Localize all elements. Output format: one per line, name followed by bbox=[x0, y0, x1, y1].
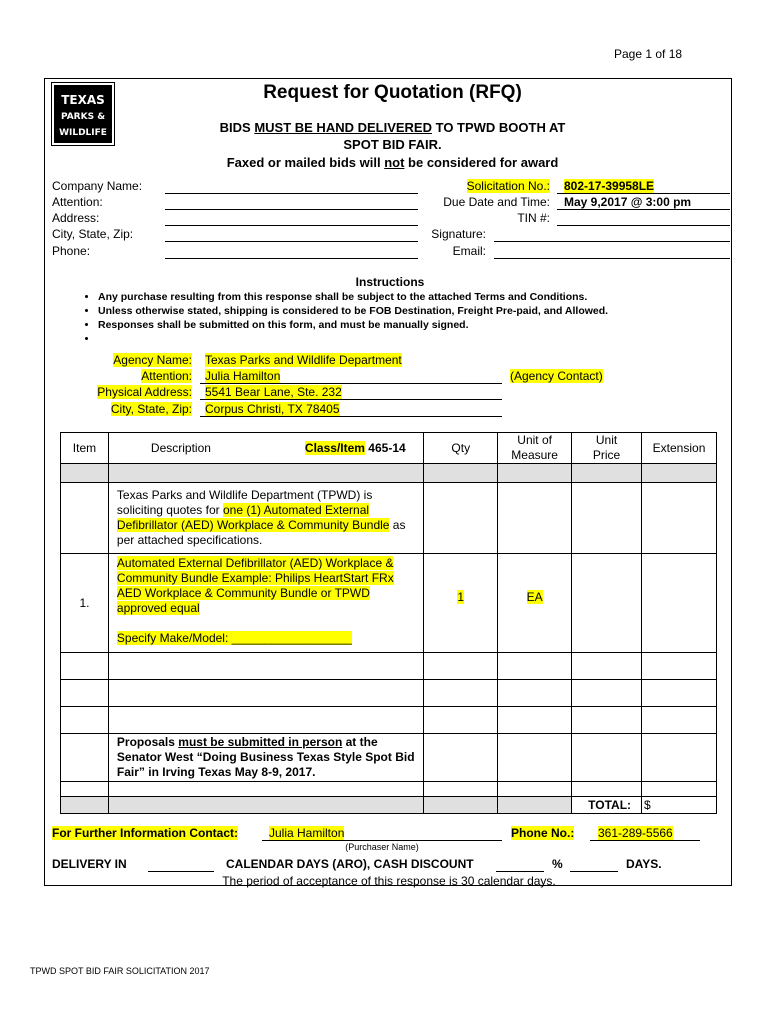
item-unit-price-cell[interactable] bbox=[572, 554, 642, 653]
discount-days-field[interactable] bbox=[570, 871, 618, 872]
attention-field[interactable] bbox=[165, 209, 418, 210]
total-value[interactable]: $ bbox=[642, 797, 717, 814]
physical-address-line bbox=[200, 399, 502, 400]
email-label: Email: bbox=[452, 244, 486, 258]
page-title: Request for Quotation (RFQ) bbox=[263, 82, 522, 103]
discount-percent-field[interactable] bbox=[496, 871, 544, 872]
table-shaded-row bbox=[61, 464, 717, 483]
table-row bbox=[61, 680, 717, 707]
agency-attention-line bbox=[200, 383, 502, 384]
physical-address-label: Physical Address: bbox=[97, 385, 192, 399]
header-line-2: SPOT BID FAIR. bbox=[343, 137, 442, 152]
table-row bbox=[61, 707, 717, 734]
agency-attention-value: Julia Hamilton bbox=[205, 369, 281, 383]
item-unit: EA bbox=[498, 554, 572, 653]
contact-name-line bbox=[262, 840, 502, 841]
phone-number-label: Phone No.: bbox=[511, 826, 575, 840]
proposal-note: Proposals must be submitted in person at the Senator West “Doing Business Texas Style Spot Bid Fair” in Irving Texas May 8-9, 2017. bbox=[108, 734, 423, 782]
contact-name: Julia Hamilton bbox=[269, 826, 345, 840]
specify-make-model[interactable]: Specify Make/Model: __________________ bbox=[116, 631, 352, 645]
phone-field[interactable] bbox=[165, 258, 418, 259]
header-qty: Qty bbox=[424, 433, 498, 464]
signature-field[interactable] bbox=[494, 241, 730, 242]
instruction-item bbox=[98, 332, 608, 346]
header-extension: Extension bbox=[642, 433, 717, 464]
item-qty: 1 bbox=[424, 554, 498, 653]
header-line-1: BIDS MUST BE HAND DELIVERED TO TPWD BOOTH AT bbox=[219, 120, 566, 135]
delivery-days-field[interactable] bbox=[148, 871, 214, 872]
address-field[interactable] bbox=[165, 225, 418, 226]
company-name-field[interactable] bbox=[165, 193, 418, 194]
contact-label: For Further Information Contact: bbox=[52, 826, 238, 840]
total-label: TOTAL: bbox=[572, 797, 642, 814]
solicitation-number-value: 802-17-39958LE bbox=[564, 179, 655, 193]
table-row bbox=[61, 653, 717, 680]
calendar-days-text: CALENDAR DAYS (ARO), CASH DISCOUNT bbox=[226, 857, 474, 871]
phone-label: Phone: bbox=[52, 244, 91, 258]
table-row bbox=[61, 483, 717, 554]
tin-field[interactable] bbox=[557, 225, 730, 226]
item-extension-cell[interactable] bbox=[642, 554, 717, 653]
instructions-title: Instructions bbox=[355, 275, 425, 289]
agency-contact-note: (Agency Contact) bbox=[510, 369, 603, 383]
city-state-zip-field[interactable] bbox=[165, 241, 418, 242]
item-number: 1. bbox=[61, 554, 109, 653]
item-description: Automated External Defibrillator (AED) Workplace & Community Bundle Example: Philips HeartStart FRx AED Workplace & Community Bundle or TPWD approved equal Specify Make/Model: __________________ bbox=[108, 554, 423, 653]
table-row bbox=[61, 554, 717, 653]
header-line-3: Faxed or mailed bids will not be considered for award bbox=[226, 155, 559, 170]
physical-address-value: 5541 Bear Lane, Ste. 232 bbox=[205, 385, 342, 399]
page-number: Page 1 of 18 bbox=[614, 47, 683, 61]
header-unit-measure: Unit of Measure bbox=[498, 433, 572, 464]
agency-city-label: City, State, Zip: bbox=[110, 402, 192, 416]
purchaser-note: (Purchaser Name) bbox=[345, 842, 419, 852]
intro-description: Texas Parks and Wildlife Department (TPWD) is soliciting quotes for one (1) Automated External Defibrillator (AED) Workplace & Community Bundle as per attached specifications. bbox=[108, 483, 423, 554]
signature-label: Signature: bbox=[431, 227, 486, 241]
instruction-item: • Any purchase resulting from this response shall be subject to the attached Terms and Conditions. bbox=[98, 290, 608, 304]
agency-city-line bbox=[200, 416, 502, 417]
address-label: Address: bbox=[52, 211, 100, 225]
header-description: Description Class/Item 465-14 bbox=[108, 433, 423, 464]
acceptance-period: The period of acceptance of this response is 30 calendar days. bbox=[222, 874, 556, 888]
items-table bbox=[60, 432, 717, 814]
due-date-line bbox=[557, 209, 730, 210]
phone-number-line bbox=[590, 840, 700, 841]
solicitation-number-label: Solicitation No.: bbox=[466, 179, 550, 193]
email-field[interactable] bbox=[494, 258, 730, 259]
instruction-item: • Responses shall be submitted on this form, and must be manually signed. bbox=[98, 318, 608, 332]
agency-attention-label: Attention: bbox=[141, 369, 192, 383]
agency-name-label: Agency Name: bbox=[113, 353, 192, 367]
delivery-label: DELIVERY IN bbox=[52, 857, 127, 871]
due-date-label: Due Date and Time: bbox=[443, 195, 550, 209]
agency-name-value: Texas Parks and Wildlife Department bbox=[205, 353, 402, 367]
table-row bbox=[61, 734, 717, 782]
due-date-value: May 9,2017 @ 3:00 pm bbox=[564, 195, 692, 209]
header-item: Item bbox=[61, 433, 109, 464]
document-footer: TPWD SPOT BID FAIR SOLICITATION 2017 bbox=[30, 966, 210, 976]
header-unit-price: Unit Price bbox=[572, 433, 642, 464]
table-row bbox=[61, 782, 717, 797]
percent-symbol: % bbox=[552, 857, 563, 871]
instructions-list bbox=[58, 290, 608, 346]
days-label: DAYS. bbox=[626, 857, 662, 871]
solicitation-number-line bbox=[557, 193, 730, 194]
phone-number-value: 361-289-5566 bbox=[598, 826, 673, 840]
table-header-row bbox=[61, 433, 717, 464]
city-state-zip-label: City, State, Zip: bbox=[52, 227, 134, 241]
agency-city-value: Corpus Christi, TX 78405 bbox=[205, 402, 340, 416]
instruction-item: • Unless otherwise stated, shipping is considered to be FOB Destination, Freight Pre-paid, and Allowed. bbox=[98, 304, 608, 318]
tpwd-logo: TEXAS PARKS & WILDLIFE bbox=[52, 83, 114, 145]
company-name-label: Company Name: bbox=[52, 179, 143, 193]
attention-label: Attention: bbox=[52, 195, 103, 209]
tin-label: TIN #: bbox=[517, 211, 550, 225]
total-row bbox=[61, 797, 717, 814]
